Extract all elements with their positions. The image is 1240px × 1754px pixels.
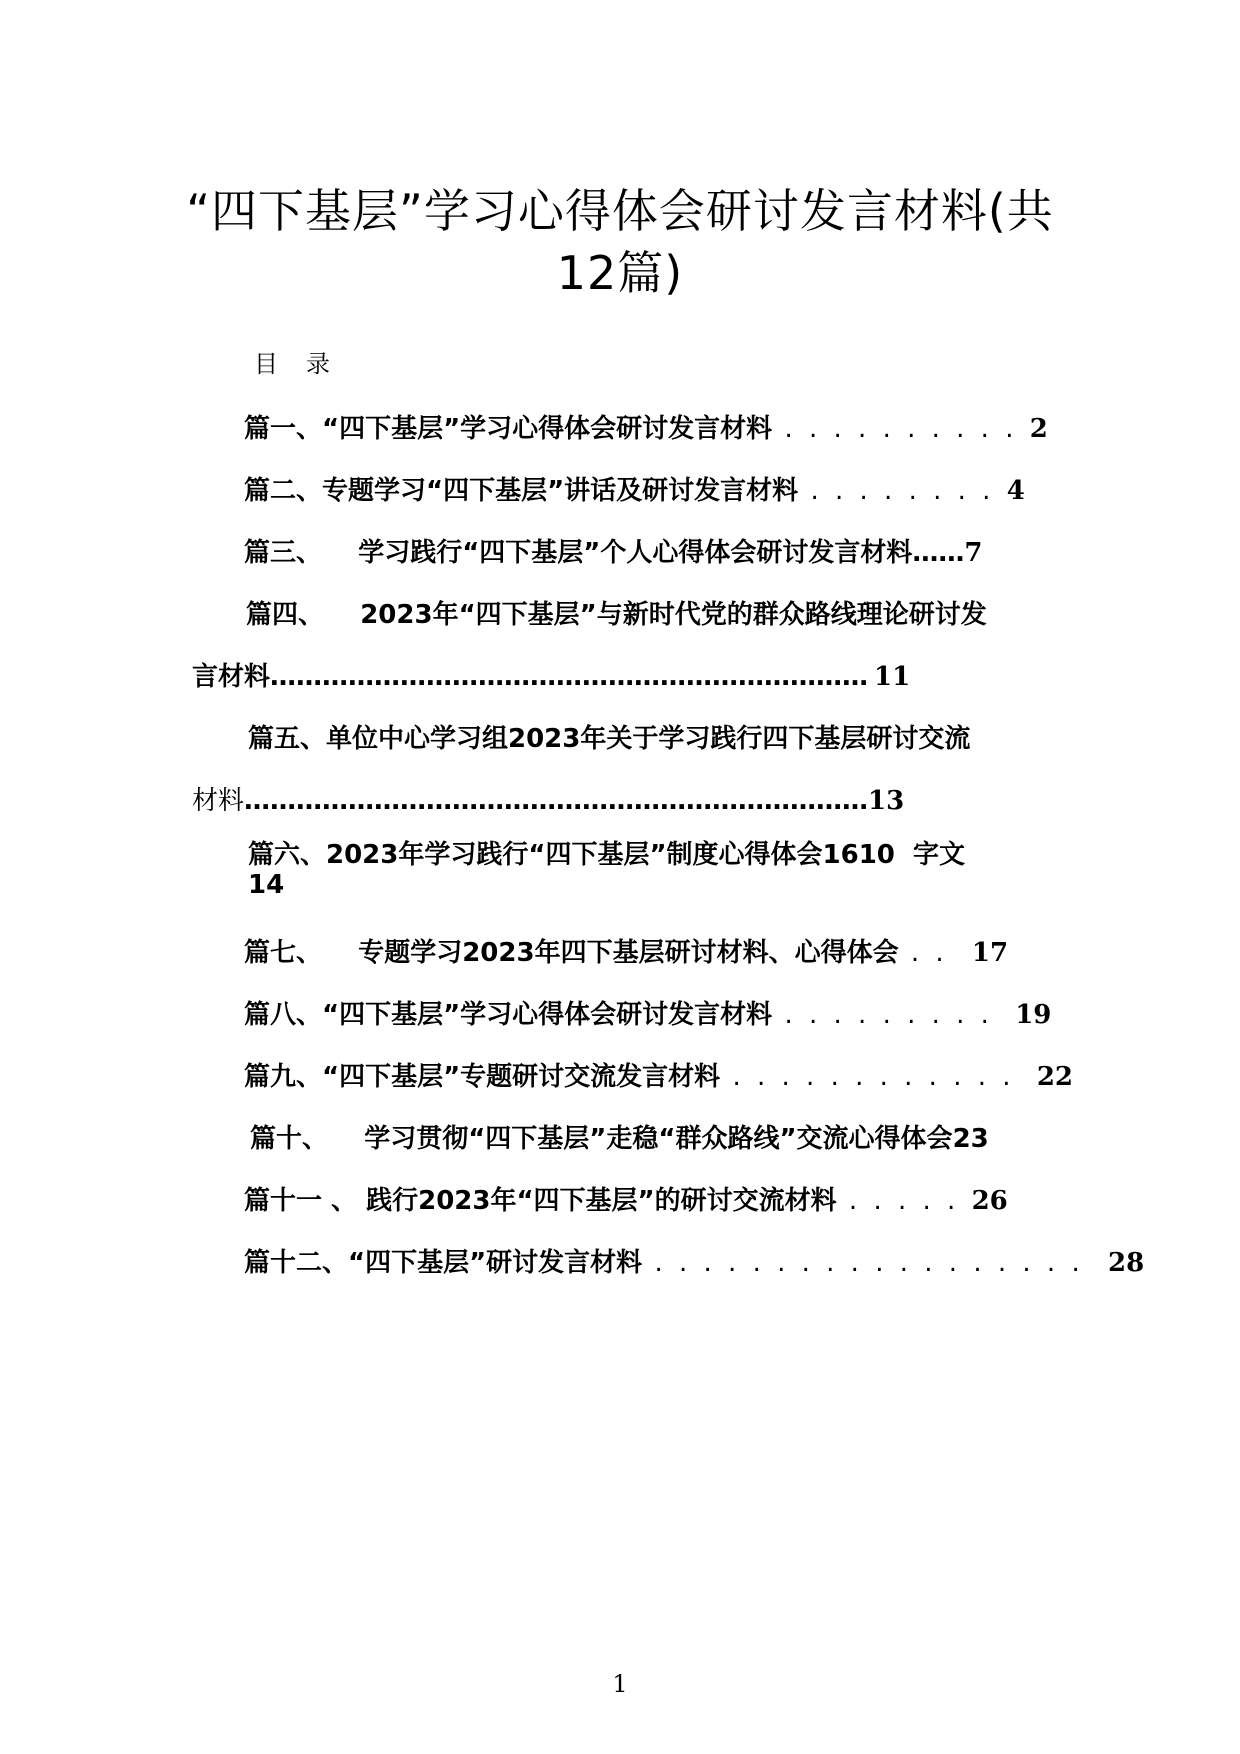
toc-entry-text: 言材料 bbox=[192, 662, 271, 692]
toc-entry-12[interactable] bbox=[244, 1242, 1144, 1279]
toc-page-number: 11 bbox=[874, 662, 911, 692]
toc-page-number: 13 bbox=[868, 786, 905, 816]
toc-leader-dots: . . . . . bbox=[836, 1186, 972, 1216]
toc-entry-5-line-2[interactable] bbox=[192, 780, 904, 817]
toc-entry-text: 篇十、 学习贯彻“四下基层”走稳“群众路线”交流心得体会 bbox=[250, 1124, 953, 1154]
toc-leader-dots: . . bbox=[898, 938, 960, 968]
toc-entry-text: 篇五、单位中心学习组2023年关于学习践行四下基层研讨交流 bbox=[248, 724, 971, 754]
title-line-2: 12篇) bbox=[556, 246, 684, 300]
toc-leader-dots: …………………………………………………………… bbox=[270, 662, 869, 692]
title-line-1: “四下基层”学习心得体会研讨发言材料(共 bbox=[186, 184, 1054, 238]
toc-leader-dots: . . . . . . . . . . . . bbox=[720, 1062, 1027, 1092]
toc-leader-dots: . . . . . . . . bbox=[798, 476, 1007, 506]
toc-entry-text: 篇二、专题学习“四下基层”讲话及研讨发言材料 bbox=[244, 476, 799, 506]
toc-leader-dots: . . . . . . . . . bbox=[772, 1000, 1006, 1030]
toc-page-number: 26 bbox=[971, 1186, 1008, 1216]
toc-entry-3[interactable] bbox=[244, 532, 982, 569]
toc-entry-10[interactable] bbox=[250, 1118, 989, 1155]
toc-page-number: 7 bbox=[964, 538, 983, 568]
toc-entry-2[interactable] bbox=[244, 470, 1025, 507]
toc-entry-1[interactable] bbox=[244, 408, 1048, 445]
page-number: 1 bbox=[612, 1670, 628, 1698]
document-title bbox=[140, 180, 1100, 304]
toc-page-number: 23 bbox=[952, 1124, 989, 1154]
toc-entry-6[interactable] bbox=[248, 840, 965, 900]
toc-page-number: 4 bbox=[1006, 476, 1025, 506]
toc-page-number: 17 bbox=[971, 938, 1009, 968]
toc-entry-4-line-2[interactable] bbox=[192, 656, 910, 693]
toc-entry-9[interactable] bbox=[244, 1056, 1073, 1093]
toc-entry-text: 篇九、“四下基层”专题研讨交流发言材料 bbox=[244, 1062, 721, 1092]
toc-entry-text-wrap: 14 bbox=[248, 870, 285, 900]
toc-entry-text: 篇八、“四下基层”学习心得体会研讨发言材料 bbox=[244, 1000, 773, 1030]
toc-entry-text: 材料 bbox=[192, 786, 245, 816]
toc-entry-text: 篇三、 学习践行“四下基层”个人心得体会研讨发言材料 bbox=[244, 538, 913, 568]
toc-entry-11[interactable] bbox=[244, 1180, 1008, 1217]
toc-page-number: 28 bbox=[1107, 1248, 1145, 1278]
toc-heading: 目录 bbox=[254, 350, 358, 378]
toc-entry-4-line-1[interactable] bbox=[246, 594, 987, 631]
toc-leader-dots: . . . . . . . . . . bbox=[772, 414, 1030, 444]
toc-leader-dots: …… bbox=[912, 538, 965, 568]
toc-entry-8[interactable] bbox=[244, 994, 1051, 1031]
toc-leader-dots: ……………………………………………………………… bbox=[244, 786, 869, 816]
toc-entry-5-line-1[interactable] bbox=[248, 718, 970, 755]
toc-entry-text: 篇七、 专题学习2023年四下基层研讨材料、心得体会 bbox=[244, 938, 899, 968]
toc-page-number: 22 bbox=[1036, 1062, 1073, 1092]
toc-page-number: 19 bbox=[1015, 1000, 1052, 1030]
toc-entry-text: 篇四、 2023年“四下基层”与新时代党的群众路线理论研讨发 bbox=[246, 600, 987, 630]
toc-page-number: 2 bbox=[1029, 414, 1048, 444]
toc-entry-text: 篇六、2023年学习践行“四下基层”制度心得体会1610 字文 bbox=[248, 840, 966, 870]
toc-entry-text: 篇一、“四下基层”学习心得体会研讨发言材料 bbox=[244, 414, 773, 444]
toc-leader-dots: . . . . . . . . . . . . . . . . . . bbox=[642, 1248, 1096, 1278]
toc-entry-text: 篇十一 、 践行2023年“四下基层”的研讨交流材料 bbox=[244, 1186, 837, 1216]
toc-entry-7[interactable] bbox=[244, 932, 1008, 969]
toc-entry-text: 篇十二、“四下基层”研讨发言材料 bbox=[244, 1248, 643, 1278]
